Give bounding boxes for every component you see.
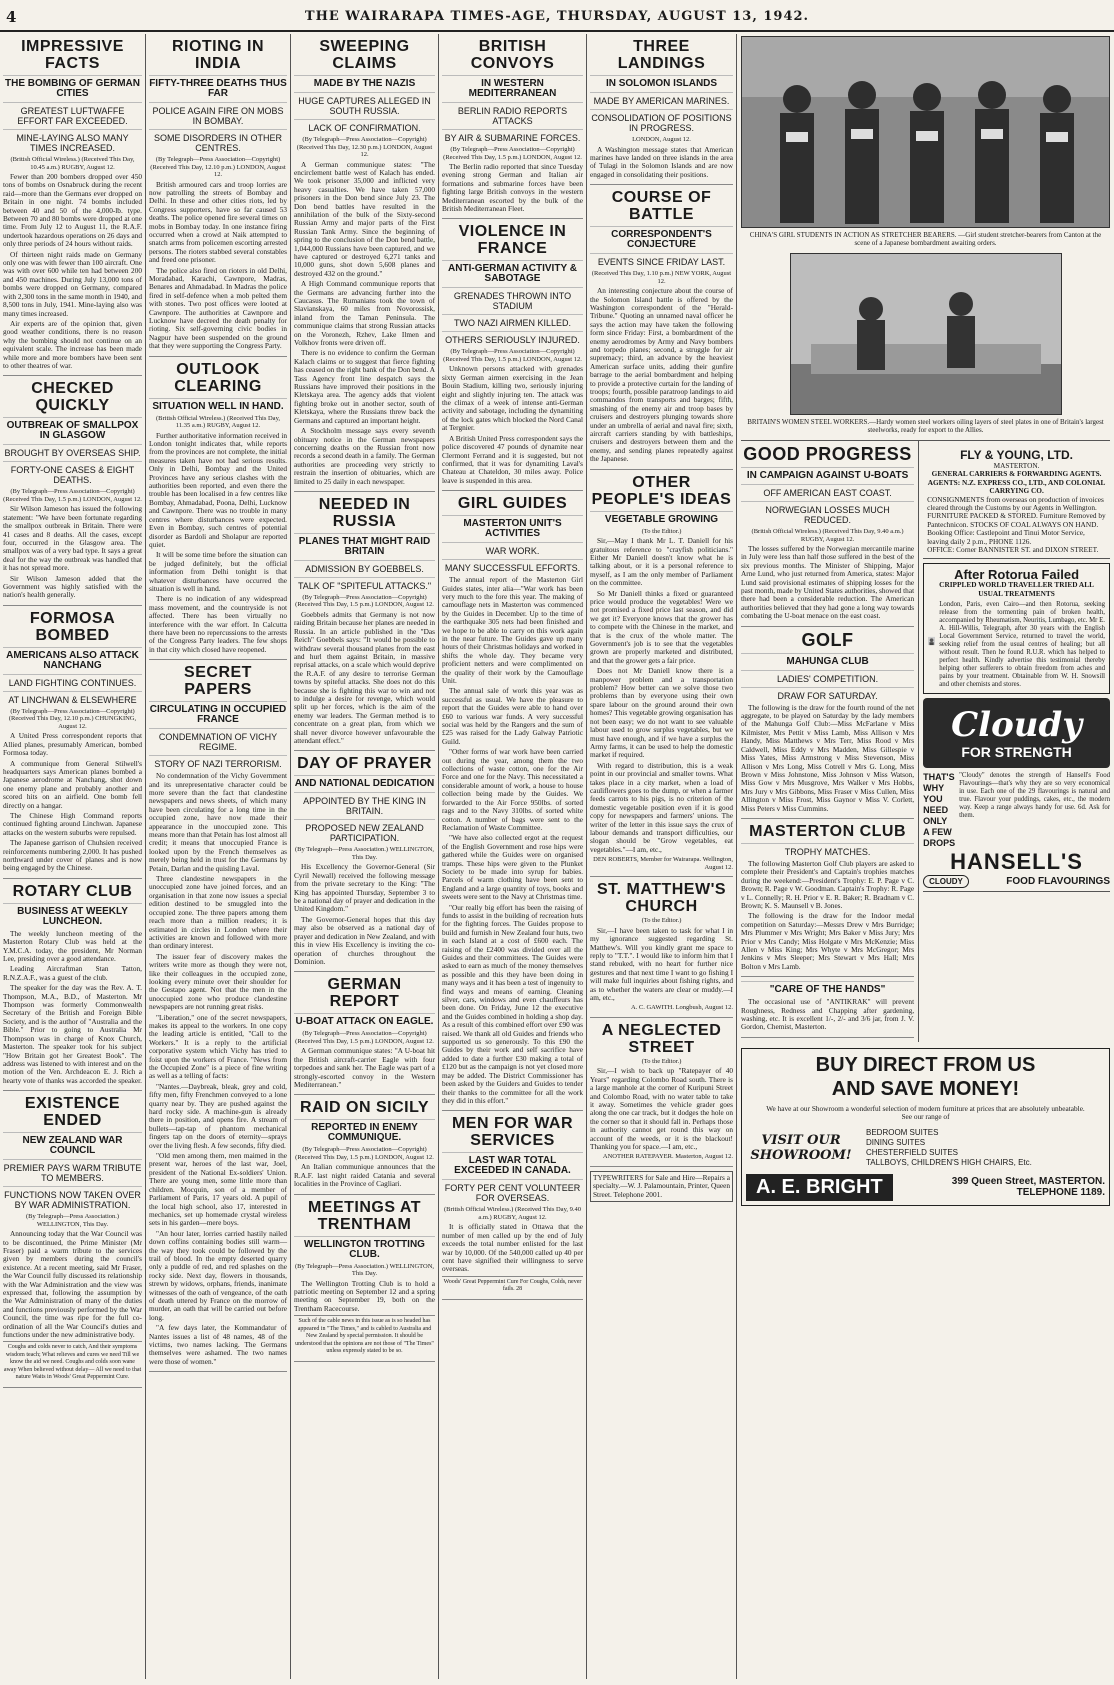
article — [294, 496, 435, 752]
paragraph: "An hour later, lorries carried hastily nailed down coffins containing bodies still warm—the way they took could be followed by the trail of blood. In the empty deserted quarry only a puddle of red, and red splashes on the rocky side. Next day, flowers in thousands, strewn by widows, orphans, friends, inanimate witnesses of the oath of vengeance, of the oath of death uttered by France on the morrow of murder, an oath that will be carried out before long. — [149, 1228, 287, 1322]
photo-caption-2: BRITAIN'S WOMEN STEEL WORKERS.—Hardy women steel workers oiling layers of steel plates in one of Britain's largest steelworks, ready for export to the Allies. — [747, 418, 1104, 434]
headline: GOOD PROGRESS — [743, 444, 912, 464]
paragraph: British armoured cars and troop lorries are now patrolling the streets of Bombay and Delhi. In these and other cities riots, led by Congress supporters, have so far caused 53 deaths. The police opened fire several times on mobs in Bombay today. In one instance firing occurred when a crowd at Naik attempted to snatch arms from policemen escorting arrested persons. The rioters stabbed several constables and freed one prisoner. — [149, 179, 287, 265]
paragraph: "Nantes.—Daybreak, bleak, grey and cold, fifty men, fifty Frenchmen conveyed to a lone quarry near by. They are pushed against the hard rocky side. A machine-gun is already there in position, and opens fire. A stream of bullets—tap-tap of phantom mechanical fingers tap on the doors of eternity—sprays over the living flesh. A few seconds, fifty died. — [149, 1081, 287, 1150]
subheadline: AMERICANS ALSO ATTACK NANCHANG — [3, 647, 142, 671]
article-body — [442, 163, 583, 213]
headline: SECRET PAPERS — [184, 664, 252, 699]
article — [149, 38, 287, 357]
column-3 — [290, 34, 438, 1679]
subheadline: HUGE CAPTURES ALLEGED IN SOUTH RUSSIA. — [294, 92, 435, 116]
subheadline: OUTBREAK OF SMALLPOX IN GLASGOW — [3, 417, 142, 441]
article-body — [590, 287, 733, 464]
article-body — [294, 1047, 435, 1089]
paragraph: The following is the draw for the fourth round of the net aggregate, to be played on Saturday by the lady members of the Mahunga Golf Club:—Miss McFarlane v Miss Kilmister, Mrs Pettit v Miss Lamb, Miss Allison v Mrs Handy, Miss Matthews v Mrs Terr, Miss Rood v Mrs Caldwell, Miss Eddy v Mrs Madden, Miss Gillespie v Miss Yates, Miss Armstrong v Miss Stevenson, Miss Allison v Mrs Long, Miss Cotrell v Mrs G. Long, Miss Brown v Miss Johnstone, Miss Johnson v Miss Watson, Miss Gow v Mrs Musgrove, Mrs Walker v Mrs Hobbs, Mrs Jury v Mrs Gibbons, Miss Fraser v Miss Cullen, Miss Allington v Miss Frost, Miss Gaynor v Miss V. Corlett, Miss Peters v Miss Cummins. — [741, 702, 915, 813]
dateline: (By Telegraph—Press Association.) WELLINGTON, This Day. — [25, 1213, 120, 1228]
ad-description: "Cloudy" denotes the strength of Hansell's Food Flavourings—that's why they are so very economical in use. Each one of the 29 flavourings is natural and true. Flavour your puddings, cakes, etc., the modern way. Keep a range always handy for use. 6d. Ask for them. — [959, 772, 1110, 820]
paragraph: A communique from General Stilwell's headquarters says American planes bombed a Japanese aerodrome at Nanchang, shot down one enemy plane and probably another and scored hits on an airfield. One bomb fell directly on a hangar. — [3, 758, 142, 810]
headline: VIOLENCE IN FRANCE — [458, 223, 567, 258]
ad-visit: VISIT OUR SHOWROOM! — [750, 1132, 852, 1163]
paragraph: The occasional use of "ANTIKRAK" will prevent Roughness, Redness and Chapping after gardening, washing, etc. It is excellent 1/-, 2/- and 3/6 jar, from J. V. Gordon, Chemist, Masterton. — [741, 997, 915, 1032]
ad-heading: BUY DIRECT FROM US — [815, 1053, 1036, 1076]
headline: ROTARY CLUB — [12, 882, 133, 900]
paragraph: Does not Mr Daniell know there is a manpower problem and a transportation problem? How better can we solve those two problems than by everyone using their own spare labour on the ground around their own homes? This vegetable growing organisation has not been easy; we do not want to see valuable labour used to grow surplus vegetables, but we must have enough, and if we have a surplus the Army farms, it can be used to help the domestic market if required. — [590, 666, 733, 760]
article — [149, 361, 287, 661]
ad-brand-word: Cloudy — [951, 705, 1082, 746]
paragraph: The annual report of the Masterton Girl Guides states, inter alia—"War work has been very much to the fore this year. The making of camouflage nets in Masterton was commenced by the Guides in December. Up to the time of the earthquake 305 nets had been finished and we hope to be able to carry on this work again in the near future. The Guides gave up many hours of their Christmas holidays and worked in shifts the whole day. They became very proficient netters and were complimented on the quality of their work by the Camouflage Unit. — [442, 575, 583, 685]
article — [442, 38, 583, 219]
subheadline: CORRESPONDENT'S CONJECTURE — [590, 226, 733, 250]
subheadline: SITUATION WELL IN HAND. — [149, 398, 287, 412]
article-body — [3, 930, 142, 1085]
ad-logo-text: CLOUDY — [923, 875, 969, 888]
paragraph: It is officially stated in Ottawa that the number of men called up by the end of July exceeds the total number enlisted for the last war by 10,000. Of the 540,000 called up 40 per cent have signified their willingness to serve overseas. — [442, 1222, 583, 1274]
paragraph: "Our really big effort has been the raising of funds to assist in the building of recreation huts for the fighting forces. The Guides propose to build and furnish in New Zealand four huts, two in each Island at a cost of £600 each. The raising of the £2400 was divided over all the Guides and their committees. The Guides were asked to earn as much of the money themselves as possible and this they have been doing in many ways and it has been a test of ingenuity to find ways and means of earning. Cleaning silver, cars, windows and even chauffeurs has been done. On Friday, June 12 the executive and the Guides combined in holding a shop day. As a result of this combined effort over £90 was raised. We thank all old Guides and friends who supported us so generously. To this £90 the Guides by their work and self sacrifice have added to date a further £30 making a total of £120 but as the campaign is not yet closed more may be added. The District Commissioner has been asked by the Guiders and Guides to tender their thanks to the committee for all the work they did in this effort." — [442, 902, 583, 1105]
photo-caption-1: CHINA'S GIRL STUDENTS IN ACTION AS STRETCHER BEARERS. —Girl student stretcher-bearers from Canton at the scene of a Japanese bombardment awaiting orders. — [749, 231, 1102, 247]
subheadline: MADE BY AMERICAN MARINES. — [590, 92, 733, 106]
paragraph: "Old men among them, men maimed in the present war, heroes of the last war, Joel, president of the National Ex-soldiers' Union. There are young men, some little more than children. Mocquin, son of a member of Parliament of Paris, 17 years old. A pupil of the local high school, also 17, interested in mechanics, set up homemade crystal wireless sets in his garden—mere boys. — [149, 1151, 287, 1228]
dateline: (British Official Wireless.) (Received This Day, 10.45 a.m.) RUGBY, August 12. — [10, 156, 135, 171]
paragraph: A British United Press correspondent says the police discovered 47 pounds of dynamite near Clermont Ferrand and it is suggested, but not confirmed, that it was for dynamiting Laval's Chateau at Chateldon, 30 miles away. Police leave is suspended in this area. — [442, 433, 583, 485]
article-body — [590, 146, 733, 180]
signature: ANOTHER RATEPAYER. Masterton, August 12. — [602, 1153, 733, 1161]
subheadline: EVENTS SINCE FRIDAY LAST. — [590, 253, 733, 267]
headline: MEN FOR WAR SERVICES — [451, 1115, 574, 1150]
ad-subheading: CRIPPLED WORLD TRAVELLER TRIED ALL USUAL TREATMENTS — [939, 580, 1094, 598]
headline: BRITISH CONVOYS — [470, 38, 555, 72]
subheadline: CONSOLIDATION OF POSITIONS IN PROGRESS. — [590, 109, 733, 133]
article-body — [149, 772, 287, 1366]
paragraph: Of thirteen night raids made on Germany only one was with fewer than 100 aircraft. One was with over 600 while ten had between 200 and 450 machines. During July 13,000 tons of bombs were dropped on Germany, compared with 2,300 tons in the same month in 1940, and 8,500 tons in July, 1941. Mine-laying also was many times increased. — [3, 249, 142, 318]
subheadline: AND NATIONAL DEDICATION — [294, 775, 435, 789]
article-body — [294, 863, 435, 966]
headline: GERMAN REPORT — [327, 976, 402, 1011]
paragraph: "Liberation," one of the secret newspapers, makes its appeal to the workers. In one copy the leading article is entitled, "Call to the Workers." It is a reply to the artificial corporative system which Vichy has tried to foist upon the workers of France. "News from the Occupied Zone" is a piece of fine writing as well as a telling of facts: — [149, 1012, 287, 1081]
subheadline: BY AIR & SUBMARINE FORCES. — [442, 129, 583, 143]
article-body — [442, 576, 583, 1105]
paragraph: An interesting conjecture about the course of the Solomon Island battle is offered by the Washington correspondent of the "Herald-Tribune." Quoting an unnamed naval officer he says the action may have taken the following form since Friday: First, a bombardment of the enemy aerodromes by Army and Navy bombers and torpedo planes; second, a struggle for air supremacy; third, an advance by the heaviest American surface units, adding their gunfire barrage to the aerial bombardment and helping to provide a protective curtain for the landing of troops; fourth, possible paratroop landings to aid commandos from transports and barges; fifth, smashing of the enemy air and troop bases by cruisers and destroyers plunging towards shore under an umbrella of aerial and naval fire; sixth, aircraft carriers standing by with battleships, cruisers and destroyers between them and the enemy, and sending planes repeatedly against the Japanese. — [590, 286, 733, 464]
ad-body: We have at our Showroom a wonderful selection of modern furniture at prices that are absolutely unbeatable. See our range of — [766, 1103, 1085, 1122]
paragraph: Three clandestine newspapers in the unoccupied zone have joined forces, and an organisation in that zone now issues a special edition destined to be smuggled into the occupied zone. The three papers among them reach more than a million readers; it is estimated in circles in London where their activities are known and followed with more than ordinary interest. — [149, 874, 287, 951]
ad-line: OFFICE: Corner BANNISTER ST. and DIXON STREET. — [927, 545, 1099, 555]
headline: MEETINGS AT TRENTHAM — [307, 1198, 422, 1233]
ad-care-of-hands — [741, 981, 914, 1038]
subheadline: APPOINTED BY THE KING IN BRITAIN. — [294, 792, 435, 816]
paragraph: The annual sale of work this year was as successful as usual. We have the pleasure to report that the Guides were able to hand over £60 to various war funds. A very successful social was held by the Rangers and the sum of £25 was raised for the Lady Galway Patriotic Guild. — [442, 686, 583, 746]
subheadline: REPORTED IN ENEMY COMMUNIQUE. — [294, 1119, 435, 1143]
article — [294, 1099, 435, 1194]
headline: RIOTING IN INDIA — [171, 38, 265, 72]
article-body — [590, 1067, 733, 1151]
subheadline: BERLIN RADIO REPORTS ATTACKS — [442, 102, 583, 126]
dateline: (By Telegraph—Press Association—Copyright) (Received This Day, 1.5 p.m.) LONDON, August 12. — [295, 1030, 434, 1045]
ad-line: AGENTS: N.Z. EXPRESS CO., LTD., AND COLONIAL CARRYING CO. — [927, 477, 1106, 496]
article — [3, 1095, 142, 1388]
article — [442, 1115, 583, 1299]
article-body — [149, 181, 287, 351]
subheadline: VEGETABLE GROWING — [590, 511, 733, 525]
article — [294, 976, 435, 1095]
ad-item: CHESTERFIELD SUITES — [866, 1147, 959, 1157]
article-body — [294, 611, 435, 746]
subheadline: STORY OF NAZI TERRORISM. — [149, 755, 287, 769]
article-body — [741, 860, 914, 971]
paragraph: A United Press correspondent reports that Allied planes, presumably American, bombed Formosa today. — [3, 731, 142, 758]
ad-fly-young — [923, 445, 1110, 559]
editorial-note: Such of the cable news in this issue as is so headed has appeared in "The Times," and is cabled to Australia and New Zealand by special permission. It should be understood that the opinions are not those of "The Times" unless expressly stated to be so. — [294, 1315, 435, 1356]
subheadline: IN WESTERN MEDITERRANEAN — [442, 75, 583, 99]
paragraph: Sir,—May I thank Mr L. T. Daniell for his gratuitous reference to "crayfish politicians." Either Mr Daniell doesn't know what he is talking about, or it is a personal reference to myself, as I am the only member of Parliament on the committee. — [590, 536, 733, 588]
subheadline: IN SOLOMON ISLANDS — [590, 75, 733, 89]
headline: FORMOSA BOMBED — [29, 609, 116, 644]
paragraph: "We have also collected ergot at the request of the English Government and rose hips were gathered while the Guides were on organised tramps. These hips were given to the Plunket Society to be made into syrup for babies. Parcels of warm clothing have been sent to England and a large quantity of toys, books and sweets were sent to the Navy at Christmas time. — [442, 833, 583, 902]
dateline: (By Telegraph—Press Association—Copyright) (Received This Day, 1.5 p.m.) LONDON, August 12. — [3, 488, 142, 503]
advertisement: Coughs and colds never to catch, And their symptoms wisdom teach; What relieves and cures we need Till we know the aid we need. Coughs and colds soon wane away When believed without delay— All we need to that nature Waits in Woods' Great Peppermint Cure. — [3, 1341, 142, 1382]
newspaper-title: THE WAIRARAPA TIMES-AGE, THURSDAY, AUGUST 13, 1942. — [304, 9, 810, 24]
signature: DEN ROBERTS, Member for Wairarapa. Wellington, August 12. — [593, 856, 733, 871]
article-body — [3, 505, 142, 599]
paragraph: Sir,—I wish to back up "Ratepayer of 40 Years" regarding Colombo Road south. There is a large manhole at the corner of Kuripuni Street and Colombo Road, with no water table to take it away. Sometimes the vehicle grader goes along the one car track, but it dodges the hole on the corner so that it should fall in. Perhaps those in authority cannot get round this way on account of the weeds, or it is the blackout! Thanking you for space.—I am, etc., — [590, 1066, 733, 1151]
subheadline: MASTERTON UNIT'S ACTIVITIES — [442, 515, 583, 539]
article-body — [741, 545, 914, 621]
subheadline: U-BOAT ATTACK ON EAGLE. — [294, 1013, 435, 1027]
ad-heading-2: AND SAVE MONEY! — [831, 1077, 1020, 1100]
paragraph: The following Masterton Golf Club players are asked to complete their President's and Captain's trophies matches during the weekend:—President's Trophy: E. P. Page v C. Brown; R. Page v W. Goodman. Captain's Trophy: R. Page v L. Connelly; R. H. Prior v E. R. Baker; R. Bradnam v C. Brown; K. S. Maunsell v B. Jones. — [741, 858, 915, 910]
masthead — [0, 0, 1114, 32]
subheadline: BROUGHT BY OVERSEAS SHIP. — [3, 444, 142, 458]
subheadline: TWO NAZI AIRMEN KILLED. — [442, 314, 583, 328]
headline: SWEEPING CLAIMS — [319, 38, 410, 72]
ad-heading: "CARE OF THE HANDS" — [741, 981, 914, 995]
portrait-image — [928, 601, 935, 681]
article — [590, 881, 733, 1018]
ad-address: 399 Queen Street, MASTERTON. — [951, 1176, 1105, 1188]
paragraph: Leading Aircraftman Stan Tatton, R.N.Z.A.F., was a guest of the club. — [3, 964, 142, 982]
column-1 — [0, 34, 145, 1679]
ad-question: THAT'S WHY YOU NEED ONLY A FEW DROPS — [923, 772, 956, 849]
article-body — [149, 432, 287, 655]
right-col-b — [919, 441, 1110, 1042]
article — [149, 664, 287, 1372]
paragraph: A High Command communique reports that the Germans are advancing further into the Caucasus. The Rumanians took the town of Slavianskaya, 60 miles from Novorossisk, inland from the Taman Peninsula. The communique claims that strong Russian attacks on the Voronezh, Rzhev, Lake Ilmen and Volkhov fronts were driven off. — [294, 279, 435, 348]
ad-company-name: A. E. BRIGHT — [746, 1174, 893, 1201]
paragraph: The Governor-General hopes that this day may also be observed as a national day of prayer and dedication in New Zealand, and with this in view His Excellency is inviting the co-operation of churches throughout the Dominion. — [294, 914, 435, 966]
subheadline: ADMISSION BY GOEBBELS. — [294, 560, 435, 574]
article — [442, 223, 583, 491]
headline: GOLF — [801, 629, 854, 650]
article-body — [294, 161, 435, 486]
paragraph: The losses suffered by the Norwegian mercantile marine in July were less than half those suffered in the best of the six previous months. The Minister of Shipping, Major Arne Lund, who just returned from America, states: Major Lund said provisional estimates of shipping losses for the past month, made by United States authorities, showed that there had been a considerable reduction. The American authorities believed that they had gone a long way towards combating the U-boat menace on the east coast. — [741, 544, 915, 621]
subheadline: MINE-LAYING ALSO MANY TIMES INCREASED. — [3, 129, 142, 153]
headline: EXISTENCE ENDED — [24, 1095, 121, 1130]
headline: OTHER PEOPLE'S IDEAS — [591, 473, 732, 508]
subheadline: PROPOSED NEW ZEALAND PARTICIPATION. — [294, 819, 435, 843]
paragraph: The speaker for the day was the Rev. A. T. Thompson, M.A., B.D., of Masterton. Mr Thompson was formerly Commonwealth Secretary of the British and Foreign Bible Society, and is the author of "Australia and the Bible." Prior to going to Australia Mr Thompson was in charge of Knox Church, Masterton. The speaker took for his subject "How Britain got her Greatest Book". The address was listened to with interest and on the motion of the Ven. Archdeacon E. J. Rich a hearty vote of thanks was accorded the speaker. — [3, 983, 142, 1085]
subheadline: NEW ZEALAND WAR COUNCIL — [3, 1132, 142, 1156]
article-body — [442, 1223, 583, 1273]
ad-line: GENERAL CARRIERS & FORWARDING AGENTS. — [931, 469, 1102, 479]
article — [590, 1022, 733, 1167]
subheadline: POLICE AGAIN FIRE ON MOBS IN BOMBAY. — [149, 102, 287, 126]
paragraph: A German communique states: "A U-boat hit the British aircraft-carrier Eagle with four torpedoes and sank her. The Eagle was part of a strongly-escorted convoy in the Western Mediterranean." — [294, 1046, 435, 1089]
article — [442, 495, 583, 1111]
paragraph: Goebbels admits that Germany is not now raiding Britain because her planes are needed in Russia. In an article published in the "Das Reich" Goebbels says: "It would be possible to withdraw several thousand planes from the east and hurl them against Britain, in massive reprisal attacks, on a scale which would deprive the R.A.F. of any desire to terrorise German towns by spiteful attacks. She does not do this because she is fighting this war to win and not to indulge a desire for revenge, which would split up her forces, which is the aim of the enemy war leaders. The German method is to concentrate on a great plan, from which we shall never divorce however unfavourable the attendant effect." — [294, 609, 435, 746]
ad-telephone: TELEPHONE 1189. — [1016, 1187, 1105, 1199]
subheadline: MADE BY THE NAZIS — [294, 75, 435, 89]
ad-line: CONSIGNMENTS from overseas on production of invoices cleared through the Customs by our Agents in Wellington. — [927, 494, 1104, 513]
signature: A. C. GAWITH. Longbush, August 12. — [630, 1004, 733, 1012]
headline: THREE LANDINGS — [617, 38, 706, 72]
subheadline: GRENADES THROWN INTO STADIUM — [442, 287, 583, 311]
subheadline: CONDEMNATION OF VICHY REGIME. — [149, 728, 287, 752]
right-section — [736, 34, 1114, 1679]
headline: CHECKED QUICKLY — [31, 380, 114, 415]
ad-bright — [741, 1048, 1110, 1206]
right-col-a — [741, 441, 919, 1042]
article — [3, 38, 142, 376]
dateline: (British Official Wireless.) (Received This Day, 9.40 a.m.) RUGBY, August 12. — [443, 1206, 582, 1221]
photo-steel-workers — [790, 253, 1062, 415]
article — [590, 38, 733, 185]
paragraph: Air experts are of the opinion that, given good weather conditions, there is no reason why the bombing should not continue on an equivalent scale. The increase has been made while more and more bombers have been sent to other theatres of war. — [3, 318, 142, 370]
subheadline: LAST WAR TOTAL EXCEEDED IN CANADA. — [442, 1152, 583, 1176]
ad-line: MASTERTON. — [993, 461, 1040, 470]
paragraph: Unknown persons attacked with grenades sixty German airmen exercising in the Jean Bouin Stadium, killing two, seriously injuring eight and slightly injuring ten. The attack was the climax of a week of intense anti-German activity and sabotage, including the dynamiting of the lock gates which blocked the Nord Canal at Tergnier. — [442, 364, 583, 433]
article — [294, 38, 435, 492]
article — [3, 883, 142, 1091]
paragraph: The weekly luncheon meeting of the Masterton Rotary Club was held at the Y.M.C.A. today, the president, Mr Norman Lee, presiding over a good attendance. — [3, 928, 142, 964]
headline: ST. MATTHEW'S CHURCH — [596, 881, 727, 916]
headline: OUTLOOK CLEARING — [174, 360, 262, 395]
dateline: (By Telegraph—Press Association—Copyright) (Received This Day, 12.10 p.m.) CHUNGKING, August 12. — [8, 707, 137, 730]
ad-line: Booking Office: Castlepoint and Tinui Motor Service, leaving daily 2 p.m., PHONE 1126. — [927, 528, 1085, 546]
paragraph: An Italian communique announces that the R.A.F. last night raided Catania and several localities in the Province of Cagliari. — [294, 1162, 435, 1189]
column-4 — [438, 34, 586, 1679]
dateline: LONDON, August 12. — [632, 136, 691, 143]
article-body — [442, 365, 583, 485]
article — [590, 189, 733, 470]
dateline: (By Telegraph—Press Association—Copyright) (Received This Day, 1.5 p.m.) LONDON, August 12. — [295, 593, 434, 609]
subheadline: TROPHY MATCHES. — [741, 843, 914, 857]
subheadline: TALK OF "SPITEFUL ATTACKS." — [294, 577, 435, 591]
ad-line: FURNITURE PACKED & STORED. Furniture Removed by Pantechnicon. STOCKS OF COAL ALWAYS ON HAND. — [927, 511, 1106, 529]
ad-brand-sub: FOOD FLAVOURINGS — [1006, 876, 1110, 888]
dateline: (British Official Wireless.) (Received This Day, 11.35 a.m.) RUGBY, August 12. — [155, 414, 281, 430]
article-good-progress — [741, 445, 914, 627]
subheadline: MAHUNGA CLUB — [741, 653, 914, 667]
ad-item: TALLBOYS, CHILDREN'S HIGH CHAIRS, Etc. — [866, 1157, 1032, 1167]
dateline: (By Telegraph—Press Association—Copyright) (Received This Day, 1.5 p.m.) LONDON, August 12. — [295, 1146, 434, 1161]
ad-brand: HANSELL'S — [950, 849, 1083, 875]
subheadline: WAR WORK. — [442, 542, 583, 556]
paragraph: Fewer than 200 bombers dropped over 450 tons of bombs on Osnabruck during the recent raid—more than the Germans ever dropped on Britain in one night. 74 bombs included between 40 and 50 of the 4,000-lb. type. Between 70 and 80 bombs were dropped at one time. From July 12 to August 11, the R.A.F. undertook hazardous operations on 26 days and only three periods of 24 hours without raids. — [3, 172, 143, 249]
subheadline: IN CAMPAIGN AGAINST U-BOATS — [741, 467, 914, 481]
paragraph: Sir Wilson Jameson has issued the following statement: "We have been fortunate regarding the smallpox outbreak in Britain. There were 41 cases and 8 deaths. All the cases, except four, occurred in the Glasgow area. The smallpox was of a very bad type. It says a great deal for the way the outbreak was handled that it has not spread more. — [3, 504, 142, 573]
paragraph: Sir,—I have been taken to task for what I in my ignorance suggested regarding St. Matthew's. Will you kindly grant me space to reply to "T.T.". I would like to inform him that I stand rebuked, with no heart for further nice gestures and that next time I want to go fishing I will make full inquiries about fishing rights, and as to whether the waters are clear or muddy.—I am, etc., — [590, 925, 733, 1002]
paragraph: A Stockholm message says every seventh obituary notice in the German newspapers concerning deaths on the Russian front now records a second death in a family. The German authorities are proceeding very strictly to restrain the insertion of obituaries, which are limited to 25 daily in each newspaper. — [294, 426, 435, 486]
byline: (To the Editor.) — [641, 917, 682, 925]
photo-stretcher-bearers — [741, 36, 1110, 228]
paragraph: The Japanese garrison of Chuhsien received reinforcements numbering 2,000. It has pushed northward under cover of planes and is now being engaged by the Chinese. — [3, 838, 142, 873]
column-2 — [145, 34, 290, 1679]
subheadline: CIRCULATING IN OCCUPIED FRANCE — [149, 701, 287, 725]
paragraph: The Chinese High Command reports continued fighting around Linchwan. Japanese attacks on the western suburbs were repulsed. — [3, 810, 142, 837]
ad-item: DINING SUITES — [866, 1137, 926, 1147]
article-body — [3, 732, 142, 873]
photo-image — [742, 37, 1110, 227]
headline: GIRL GUIDES — [457, 495, 568, 513]
paragraph: The police also fired on rioters in old Delhi, Moradabad, Karachi, Cawnpore, Madras, Benares and Ahmadabad. In Madras the police fired in self-defence when a mob pelted them with stones. Two post offices were looted at Cawnpore. The authorities at Cawnpore and Lucknow have decreed the death penalty for rioting. Six self-governing civic bodies in Nagpur have been suspended on the ground that they were supporting the Congress Party. — [149, 265, 287, 351]
article-body — [294, 1280, 435, 1314]
subheadline: GREATEST LUFTWAFFE EFFORT FAR EXCEEDED. — [3, 102, 142, 126]
photo-image-2 — [791, 254, 1061, 414]
subheadline: OFF AMERICAN EAST COAST. — [741, 484, 914, 498]
headline: MASTERTON CLUB — [749, 822, 907, 840]
dateline: (By Telegraph—Press Association—Copyright) (Received This Day, 12.10 p.m.) LONDON, August 12. — [150, 156, 286, 178]
ad-body: London, Paris, even Cairo—and then Rotorua, seeking release from the tormenting pain of broken health, accompanied by Rheumatism, Neuritis, Lumbago, etc. Mr E. A. Hill-Willis, Telegraph, after 30 years with the English Local Government Service, returned to travel the world, seeking relief from the usual centres of healing; but all without result. Then he found R.U.R. which has helped to perfect health. Kindly advertise this testimonial thereby helping other sufferers to obtain freedom from aches and pains by your treatment. Obtainable from W. H. Snowsill and other chemists and stores. — [939, 601, 1105, 689]
paragraph: "A few days later, the Kommandatur of Nantes issues a list of 48 names, 48 of the victims, two names lacking. The Germans themselves were ashamed. The two names were those of women." — [149, 1323, 287, 1366]
article — [294, 1199, 435, 1362]
paragraph: There is no evidence to confirm the German Kalach claims or to suggest that fierce fighting has ceased on the right bank of the Don bend. A Tass Agency front line despatch says the Russians have improved their positions in the Kletskaya area. The agency adds that violent fighting broke out in another sector, south of Kletskaya, where the Russians threw back the Germans and captured an important height. — [294, 348, 435, 425]
byline: (To the Editor.) — [641, 1057, 682, 1065]
paragraph: His Excellency the Governor-General (Sir Cyril Newall) received the following message from the private secretary to the King: "The King has appointed Thursday, September 3 to be a national day of prayer and dedication in the United Kingdom." — [294, 862, 435, 914]
page-number: 4 — [6, 8, 17, 26]
article-golf — [741, 631, 914, 819]
subheadline: LAND FIGHTING CONTINUES. — [3, 674, 142, 688]
paragraph: So Mr Daniell thinks a fixed or guaranteed price would produce the vegetables! Were we not promised a fixed price last season, and did we get it? Everyone knows that the grower has to compete with the Chinese in the market, and that is the crux of the whole matter. The Government's job is to see that the vegetables grown are properly marketed and distributed, and that the grower gets a fair price. — [590, 588, 733, 665]
article-body — [3, 1230, 142, 1339]
dateline: (By Telegraph—Press Association—Copyright) (Received This Day, 1.5 p.m.) LONDON, August 12. — [443, 146, 582, 161]
subheadline: FORTY PER CENT VOLUNTEER FOR OVERSEAS. — [442, 1179, 583, 1203]
ad-cloudy — [923, 698, 1110, 768]
subheadline: WELLINGTON TROTTING CLUB. — [294, 1236, 435, 1260]
subheadline: LADIES' COMPETITION. — [741, 670, 914, 684]
subheadline: FUNCTIONS NOW TAKEN OVER BY WAR ADMINISTRATION. — [3, 1186, 142, 1210]
subheadline: PREMIER PAYS WARM TRIBUTE TO MEMBERS. — [3, 1159, 142, 1183]
subheadline: FORTY-ONE CASES & EIGHT DEATHS. — [3, 461, 142, 485]
ad-tagline: FOR STRENGTH — [961, 744, 1072, 761]
article — [590, 474, 733, 878]
paragraph: Sir Wilson Jameson added that the Government was highly satisfied with the nation's health generally. — [3, 573, 142, 600]
paragraph: No condemnation of the Vichy Government and its unrepresentative character could be more severe than the fact that clandestine newspapers and news sheets, of which many have been circulating for a long time in the occupied zone, have now made their appearance in the unoccupied zone. This means more than that Petain has lost almost all credit; it means that unoccupied France is looked upon by the French themselves as merely being held in trust for the Germans by Petain, Darlan and the quisling Laval. — [149, 771, 287, 873]
subheadline: BUSINESS AT WEEKLY LUNCHEON. — [3, 903, 142, 927]
paragraph: A German communique states: "The encirclement battle west of Kalach has ended. We took prisoner 35,000 and inflicted very heavy casualties. We have taken 57,000 prisoners in the Don bend since July 23. The Don bend battles have resulted in the annihilation of the bulk of the Sixty-second Russian Army and major parts of the First Russian Tank Army. Since the beginning of spring to the conclusion of the Don bend battle, 1,044,000 Russians have been captured, and we have captured or destroyed 6,271 tanks and 10,000 guns, shot down 5,608 planes and destroyed 432 on the ground." — [294, 159, 435, 278]
subheadline: FIFTY-THREE DEATHS THUS FAR — [149, 75, 287, 99]
advertisement: TYPEWRITERS for Sale and Hire—Repairs a specialty.—W. J. Palamountain, Printer, Queen Street. Telephone 2001. — [590, 1171, 733, 1202]
subheadline: SOME DISORDERS IN OTHER CENTRES. — [149, 129, 287, 153]
article-masterton-club — [741, 823, 914, 977]
dateline: (By Telegraph—Press Association—Copyright) (Received This Day, 1.5 p.m.) LONDON, August 12. — [443, 348, 582, 363]
advertisement: Woods' Great Peppermint Cure For Coughs, Colds, never fails. 28 — [442, 1276, 583, 1294]
paragraph: It will be some time before the situation can be judged definitely, but the official information from Delhi tonight is that whatever disturbances have occurred the situation is well in hand. — [149, 550, 287, 593]
article — [3, 610, 142, 879]
article — [294, 755, 435, 972]
subheadline: DRAW FOR SATURDAY. — [741, 687, 914, 701]
paragraph: The Wellington Trotting Club is to hold a patriotic meeting on September 12 and a spring meeting on September 19, both on the Trentham Racecourse. — [294, 1278, 435, 1313]
headline: IMPRESSIVE FACTS — [21, 38, 124, 72]
ad-heading: After Rotorua Failed — [954, 567, 1080, 583]
subheadline: OTHERS SERIOUSLY INJURED. — [442, 331, 583, 345]
paragraph: A Washington message states that American marines have landed on three islands in the area of Tulagi in the Solomon Islands and are now engaged in consolidating their positions. — [590, 144, 733, 179]
headline: NEEDED IN RUSSIA — [318, 495, 411, 530]
paragraph: The Berlin radio reported that since Tuesday evening strong German and Italian air formations and submarine forces have been fighting large British convoys in the western Mediterranean escorted by the bulk of the British Mediterranean Fleet. — [442, 162, 583, 214]
headline: RAID ON SICILY — [299, 1099, 430, 1117]
byline: (To the Editor.) — [641, 527, 682, 535]
paragraph: "Other forms of war work have been carried out during the year, among them the two collections of waste cotton, one for the Air Force and one for the Navy. This necessitated a considerable amount of work, a house to house collection being made by the Guides. We forwarded to the Air Force 950lbs. of sorted rags and to the Navy 310lbs. of sorted white cotton. A number of bags were sent to the Reclamation of Waste Committee. — [442, 747, 583, 832]
subheadline: ANTI-GERMAN ACTIVITY & SABOTAGE — [442, 260, 583, 284]
headline: COURSE OF BATTLE — [611, 189, 712, 224]
subheadline: THE BOMBING OF GERMAN CITIES — [3, 75, 142, 99]
ad-rotorua — [923, 563, 1110, 694]
paragraph: There is no indication of any widespread mass movement, and the countryside is not affected. There has been virtually no interference with the war effort. In Calcutta there have been no repercussions to the arrests of the Congress Party leaders. The few shops in that city which closed have reopened. — [149, 594, 287, 654]
subheadline: LACK OF CONFIRMATION. — [294, 119, 435, 133]
paragraph: The issuer fear of discovery makes the writers write more as though they were not, like their colleagues in the occupied zone, looking every minute over their shoulder for the Gestapo agent. Not that the men in the unoccupied zone who produce clandestine newspapers are not running great risks. — [149, 951, 287, 1012]
subheadline: NORWEGIAN LOSSES MUCH REDUCED. — [741, 501, 914, 525]
ad-item: BEDROOM SUITES — [866, 1127, 939, 1137]
article — [3, 380, 142, 605]
dateline: (Received This Day, 1.10 p.m.) NEW YORK, August 12. — [591, 270, 732, 285]
subheadline: AT LINCHWAN & ELSEWHERE — [3, 691, 142, 705]
dateline: (By Telegraph—Press Association—Copyright) (Received This Day, 12.30 p.m.) LONDON, August 12. — [296, 136, 433, 158]
dateline: (British Official Wireless.) (Received This Day, 9.40 a.m.) RUGBY, August 12. — [751, 528, 904, 543]
paragraph: Announcing today that the War Council was to be discontinued, the Prime Minister (Mr Fraser) paid a warm tribute to the services given by members during the council's existence. At a recent meeting, said Mr Fraser, the War Council fully discussed its relationship with the War Administration and the view was expressed that, following the assumption by the War Administration of many of the duties and functions previously performed by the War Council, the time was ripe for the full co-ordination of all the War Council's duties and functions under the new administrative body. — [3, 1229, 142, 1339]
ad-body — [741, 998, 914, 1032]
article-body — [590, 927, 733, 1003]
subheadline: MANY SUCCESSFUL EFFORTS. — [442, 559, 583, 573]
ad-heading: FLY & YOUNG, LTD. — [960, 448, 1073, 462]
paragraph: With regard to distribution, this is a weak point in our provincial and smaller towns. What takes place in a city market, when a load of cauliflowers goes to the dump, or when a farmer feeds carrots to his pigs, is no criterion of the domestic vegetable position even if it is good copy for newspapers and farmers' unions. The writer of the letter in this issue says the crux of labour demands and transport difficulties, our slogan should be "Grow vegetables, eat vegetables."—I am, etc., — [590, 760, 733, 854]
headline: DAY OF PRAYER — [297, 755, 432, 773]
subheadline: PLANES THAT MIGHT RAID BRITAIN — [294, 533, 435, 557]
article-body — [590, 537, 733, 854]
dateline: (By Telegraph—Press Association.) WELLINGTON, This Day. — [294, 846, 435, 861]
headline: A NEGLECTED STREET — [601, 1021, 722, 1056]
article-body — [741, 704, 914, 813]
dateline: (By Telegraph—Press Association.) WELLINGTON, This Day. — [294, 1262, 435, 1278]
paragraph: The following is the draw for the Indoor medal competition on Saturday:—Messrs Drew v Mrs Burridge; Mrs Plummer v Mrs Wright; Mrs Baker v Miss Jury; Mrs Prior v Mrs Candy; Miss Holgate v Mrs McKenzie; Miss Allen v Miss King; Mrs Whyte v Mrs McGregor; Mrs Jenkins v Mrs Sleeper; Mrs Stewart v Mrs Hall; Mrs Bolton v Mrs Lamb. — [741, 911, 915, 971]
column-5 — [586, 34, 736, 1679]
article-body — [3, 173, 142, 370]
paragraph: Further authoritative information received in London tonight indicates that, while reports from the provinces are not complete, the initial measures taken have not had serious results. Only in Delhi, Bombay and the United Provinces have any serious clashes with the authorities been reported, and even there the trouble has been localised in a few centres like Bombay, Ahmadabad, Poona, Delhi, Lucknow and Cawnpore. There was no trouble in many centres where disturbances were expected. Even in Bombay, such centres of potential disorder as Bardoli and Sholapur are reported quiet. — [149, 430, 287, 549]
article-body — [294, 1163, 435, 1188]
